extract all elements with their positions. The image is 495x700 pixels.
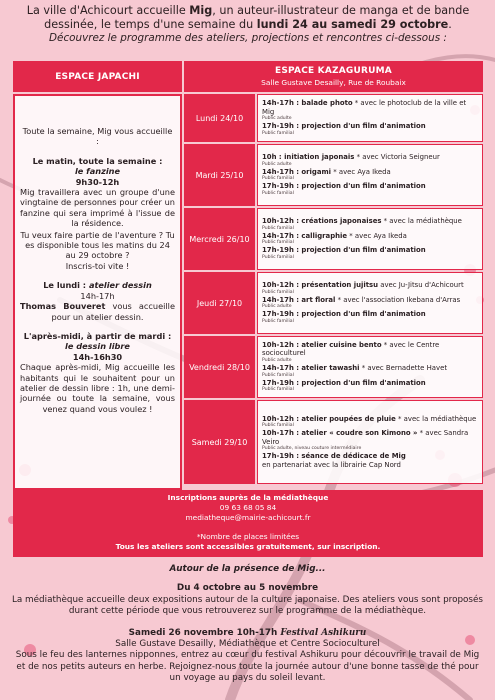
- event-item: [262, 168, 478, 183]
- day-events: [257, 336, 483, 398]
- event-title: projection d'un film d'animation: [301, 378, 426, 387]
- event-audience: Public familial: [262, 423, 294, 429]
- japachi-header: [13, 61, 182, 92]
- japachi-intro: Toute la semaine, Mig vous accueille :: [22, 126, 173, 147]
- event-time: 17h-19h :: [262, 246, 302, 255]
- day-label: Lundi 24/10: [184, 94, 255, 142]
- kazaguruma-header: [184, 61, 483, 92]
- day-row: [184, 272, 483, 334]
- event-partner: * avec la médiathèque: [381, 217, 462, 226]
- event-title: créations japonaises: [301, 217, 382, 226]
- fanzine-hours: 9h30-12h: [75, 176, 120, 187]
- event-title: atelier « coudre son Kimono »: [301, 429, 418, 438]
- afternoon-heading: [20, 331, 175, 362]
- event-item: [262, 341, 478, 364]
- day-events: [257, 94, 483, 142]
- fanzine-description: Mig travaillera avec un groupe d'une vingtaine de personnes pour créer un fanzine qui sera imprimé à l'issue de la résidence.: [20, 187, 175, 229]
- event-item: [262, 310, 478, 325]
- day-events: [257, 208, 483, 270]
- event-title: calligraphie: [301, 231, 348, 240]
- monday-text: vous accueille pour un atelier dessin.: [51, 301, 175, 322]
- exhibition-dates: Du 4 octobre au 5 novembre: [176, 583, 319, 594]
- event-time: 17h-19h :: [262, 182, 302, 191]
- event-time: 17h-19h :: [262, 452, 302, 461]
- event-audience: Public familial: [262, 130, 294, 136]
- event-time: 10h-12h :: [262, 340, 302, 349]
- afternoon-title: le dessin libre: [65, 341, 130, 352]
- event-audience: Public familial: [262, 289, 294, 295]
- event-time: 14h-17h :: [262, 295, 302, 304]
- event-title: atelier cuisine bento: [301, 340, 382, 349]
- event-audience: Public familial: [262, 190, 294, 196]
- event-partner: * avec la médiathèque: [395, 414, 477, 423]
- around-section: [10, 564, 485, 685]
- around-heading: Autour de la présence de Mig...: [169, 564, 326, 574]
- free-access-note: Tous les ateliers sont accessibles gratuitement, sur inscription.: [115, 542, 381, 551]
- event-item: [262, 429, 478, 452]
- monday-hours: 14h-17h: [80, 290, 115, 301]
- intro-subtitle: Découvrez le programme des ateliers, projections et rencontres ci-dessous :: [49, 32, 447, 44]
- event-title: projection d'un film d'animation: [301, 122, 426, 131]
- inscriptions-title: Inscriptions auprès de la médiathèque: [167, 493, 329, 502]
- fanzine-title: le fanzine: [74, 166, 121, 177]
- event-audience: Public familial: [262, 225, 294, 231]
- event-partner: * avec Aya Ikeda: [347, 231, 407, 240]
- event-item: [262, 379, 478, 394]
- event-audience: Public familial: [262, 387, 294, 393]
- places-limited-note: *Nombre de places limitées: [196, 532, 300, 541]
- day-label: Samedi 29/10: [184, 400, 255, 484]
- event-title: initiation japonais: [284, 153, 355, 162]
- fanzine-when: Le matin, toute la semaine :: [32, 155, 163, 166]
- event-item: [262, 99, 478, 122]
- exhibition-text: La médiathèque accueille deux expositions autour de la culture japonaise. Des ateliers vous sont proposés durant cette période que vous retrouverez sur le programme de la médiathèque.: [11, 594, 484, 617]
- kazaguruma-title: ESPACE KAZAGURUMA: [275, 66, 392, 76]
- event-item: [262, 281, 478, 296]
- event-time: 10h-12h :: [262, 414, 302, 423]
- event-partner: * avec Victoria Seigneur: [354, 153, 440, 162]
- monday-heading: [20, 280, 175, 301]
- event-time: 10h-17h :: [262, 429, 302, 438]
- japachi-title: ESPACE JAPACHI: [55, 71, 140, 82]
- event-partner: * avec Bernadette Havet: [359, 364, 448, 372]
- event-item: [262, 153, 478, 168]
- festival-text: Sous le feu des lanternes nipponnes, entrez au cœur du festival Ashikuru pour découvrir le travail de Mig et de nos petits auteurs en herbe. Rejoignez-nous toute la journée autour d'une bonne tasse de thé pour un voyage au pays du soleil levant.: [15, 650, 480, 684]
- inscriptions-phone[interactable]: 09 63 68 05 84: [219, 503, 277, 512]
- day-label: Vendredi 28/10: [184, 336, 255, 398]
- event-time: 14h-17h :: [262, 364, 302, 372]
- event-audience: Public adulte: [262, 161, 292, 167]
- intro-text: [8, 4, 488, 45]
- event-title: projection d'un film d'animation: [301, 310, 426, 319]
- fanzine-question: Tu veux faire partie de l'aventure ? Tu es disponible tous les matins du 24 au 29 octobre ?: [20, 229, 175, 261]
- monday-host: Thomas Bouveret: [20, 301, 106, 312]
- intro-part-3: , un auteur-illustrateur de manga et de bande dessinée, le temps d'une semaine du: [44, 4, 470, 31]
- afternoon-description: Chaque après-midi, Mig accueille les habitants qui le souhaitent pour un atelier de dessin libre : 1h, une demi-journée ou toute la semaine, vous venez quand vous voulez !: [20, 362, 175, 414]
- event-title: atelier poupées de pluie: [301, 414, 396, 423]
- event-item: [262, 246, 478, 261]
- fanzine-invitation: [20, 230, 175, 272]
- event-time: 10h-12h :: [262, 281, 302, 290]
- event-audience: Public adulte: [262, 304, 292, 310]
- event-time: 14h-17h :: [262, 167, 302, 176]
- event-title: origami: [301, 167, 332, 176]
- japachi-column: [13, 94, 182, 490]
- event-partner: * avec Sandra Veiro: [262, 429, 469, 446]
- day-label: Jeudi 27/10: [184, 272, 255, 334]
- event-audience: Public familial: [262, 254, 294, 260]
- event-title: séance de dédicace de Mig: [301, 452, 406, 461]
- monday-description: [20, 301, 175, 322]
- event-item: [262, 452, 478, 461]
- monday-when: Le lundi :: [43, 280, 89, 291]
- event-item: [262, 296, 478, 311]
- intro-part-5: .: [448, 18, 452, 31]
- day-events: [257, 144, 483, 206]
- day-events: [257, 272, 483, 334]
- event-time: 17h-19h :: [262, 310, 302, 319]
- event-title: projection d'un film d'animation: [301, 182, 426, 191]
- day-row: [184, 400, 483, 484]
- event-item: [262, 232, 478, 247]
- day-events: [257, 400, 483, 484]
- event-audience: Public adulte, niveau couture intermédiaire: [262, 446, 362, 452]
- event-time: 14h-17h :: [262, 99, 302, 108]
- event-time: 10h-12h :: [262, 217, 302, 226]
- event-item: [262, 364, 478, 379]
- day-row: [184, 336, 483, 398]
- event-partner-note: en partenariat avec la librairie Cap Nord: [262, 460, 401, 469]
- kazaguruma-address: Salle Gustave Desailly, Rue de Roubaix: [261, 78, 406, 87]
- event-time: 14h-17h :: [262, 231, 302, 240]
- event-title: présentation jujitsu: [301, 281, 379, 290]
- day-row: [184, 144, 483, 206]
- event-time: 10h :: [262, 153, 285, 162]
- intro-part-1: La ville d'Achicourt accueille: [26, 4, 190, 17]
- event-time: 17h-19h :: [262, 378, 302, 387]
- event-time: 17h-19h :: [262, 122, 302, 131]
- fanzine-heading: [20, 156, 175, 187]
- event-title: art floral: [301, 295, 336, 304]
- afternoon-hours: 14h-16h30: [72, 351, 123, 362]
- day-row: [184, 208, 483, 270]
- event-partner: avec Ju-Jitsu d'Achicourt: [378, 281, 464, 290]
- afternoon-when: L'après-midi, à partir de mardi :: [23, 330, 172, 341]
- event-item: [262, 415, 478, 430]
- day-label: Mercredi 26/10: [184, 208, 255, 270]
- event-audience: Public adulte: [262, 358, 292, 363]
- event-title: atelier tawashi: [301, 364, 360, 372]
- monday-title: atelier dessin: [88, 280, 152, 291]
- event-audience: Public familial: [262, 240, 294, 246]
- festival-name: Festival Ashikuru: [280, 627, 367, 638]
- day-row: [184, 94, 483, 142]
- event-partner: * avec Aya Ikeda: [331, 167, 391, 176]
- program-table: [13, 61, 483, 490]
- inscriptions-email[interactable]: mediatheque@mairie-achicourt.fr: [185, 513, 311, 522]
- event-audience: Public familial: [262, 372, 294, 378]
- event-title: balade photo: [301, 99, 353, 108]
- event-audience: Public adulte: [262, 116, 292, 122]
- festival-place: Salle Gustave Desailly, Médiathèque et Centre Socioculturel: [115, 639, 380, 650]
- festival-date: Samedi 26 novembre 10h-17h: [128, 627, 281, 638]
- event-audience: Public familial: [262, 176, 294, 182]
- festival-heading: [10, 628, 485, 639]
- intro-artist-name: Mig: [189, 4, 213, 17]
- event-partner: * avec l'association Ikebana d'Arras: [335, 295, 461, 304]
- event-audience: Public familial: [262, 318, 294, 324]
- event-item: [262, 182, 478, 197]
- intro-dates: lundi 24 au samedi 29 octobre: [256, 18, 449, 31]
- event-item: [262, 122, 478, 137]
- event-partner: * avec le Centre socioculturel: [262, 340, 440, 358]
- event-item: [262, 217, 478, 232]
- fanzine-call: Inscris-toi vite !: [65, 260, 130, 271]
- event-partner: * avec le photoclub de la ville et Mig: [262, 99, 467, 116]
- inscriptions-box: [13, 490, 483, 557]
- day-label: Mardi 25/10: [184, 144, 255, 206]
- event-title: projection d'un film d'animation: [301, 246, 426, 255]
